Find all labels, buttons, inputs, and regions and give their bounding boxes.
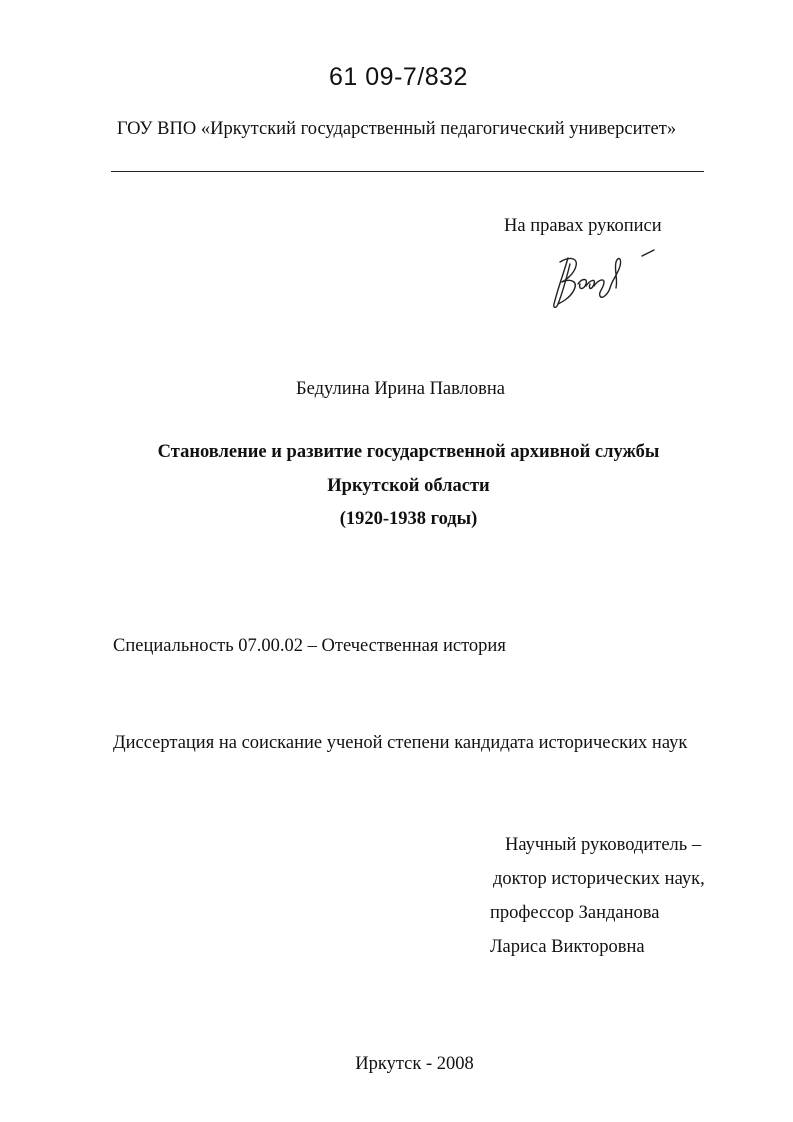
supervisor-given-names: Лариса Викторовна — [490, 937, 645, 957]
organization-name: ГОУ ВПО «Иркутский государственный педагогический университет» — [116, 119, 677, 139]
author-name: Бедулина Ирина Павловна — [296, 379, 505, 399]
catalog-code: 61 09-7/832 — [329, 63, 468, 91]
handwritten-signature — [548, 244, 664, 314]
specialty: Специальность 07.00.02 – Отечественная история — [113, 636, 506, 656]
dissertation-title-years: (1920-1938 годы) — [339, 509, 478, 529]
supervisor-block — [490, 828, 705, 964]
supervisor-title-surname: профессор Занданова — [490, 903, 660, 923]
header-divider — [111, 171, 704, 172]
city-year: Иркутск - 2008 — [355, 1054, 474, 1074]
dissertation-type: Диссертация на соискание ученой степени кандидата исторических наук — [113, 733, 688, 753]
dissertation-title-line-2: Иркутской области — [327, 476, 490, 496]
manuscript-note: На правах рукописи — [504, 216, 662, 236]
dissertation-title-line-1: Становление и развитие государственной архивной службы — [157, 442, 660, 462]
supervisor-role: Научный руководитель – — [505, 835, 702, 855]
supervisor-degree: доктор исторических наук, — [493, 869, 705, 889]
